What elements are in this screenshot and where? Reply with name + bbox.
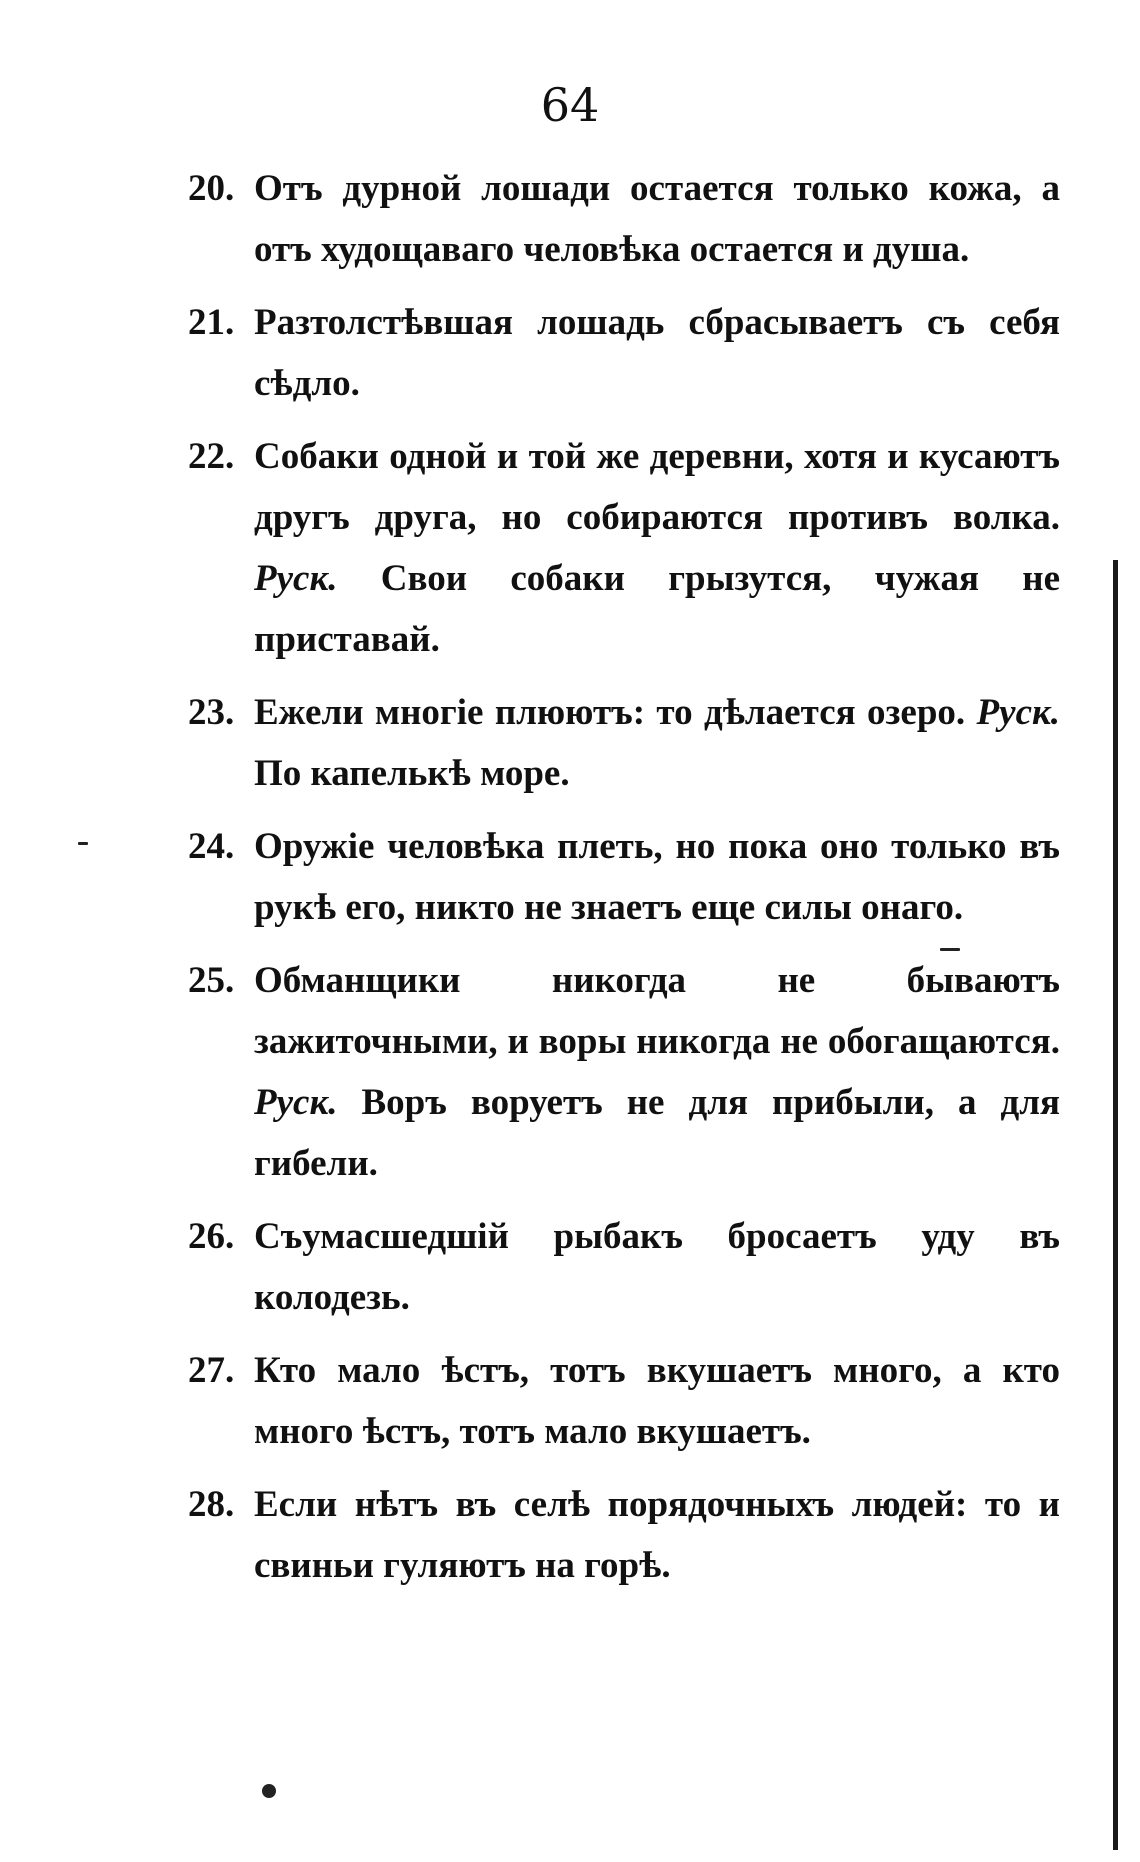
- page-edge-rule: [1113, 560, 1118, 1850]
- entry-text: Обманщики никогда не бываютъ зажиточными, и воры никогда не обогащаются.: [254, 960, 1060, 1062]
- russian-reference: Руск.: [976, 692, 1060, 733]
- proverb-entry: [180, 816, 1060, 938]
- russian-reference: Руск.: [254, 558, 338, 599]
- proverb-entry: [180, 1474, 1060, 1596]
- entry-number: 21.: [188, 302, 235, 343]
- entry-number: 20.: [188, 168, 235, 209]
- entry-number: 27.: [188, 1350, 235, 1391]
- entry-text: Собаки одной и той же деревни, хотя и кусаютъ другъ друга, но собираются противъ волка.: [254, 436, 1060, 538]
- ink-speck: [78, 842, 88, 845]
- entry-text: Съумасшедшій рыбакъ бросаетъ уду въ колодезь.: [254, 1216, 1060, 1318]
- proverb-entry: [180, 158, 1060, 280]
- proverb-entry: [180, 1206, 1060, 1328]
- russian-reference: Руск.: [254, 1082, 338, 1123]
- entry-number: 25.: [188, 960, 235, 1001]
- entry-text: Если нѣтъ въ селѣ порядочныхъ людей: то и свиньи гуляютъ на горѣ.: [254, 1484, 1060, 1586]
- entry-number: 22.: [188, 436, 235, 477]
- entry-text: Кто мало ѣстъ, тотъ вкушаетъ много, а кто много ѣстъ, тотъ мало вкушаетъ.: [254, 1350, 1060, 1452]
- proverb-entry: [180, 950, 1060, 1194]
- proverb-entry: [180, 292, 1060, 414]
- entry-number: 26.: [188, 1216, 235, 1257]
- ink-speck: [262, 1784, 276, 1798]
- proverb-entry: [180, 682, 1060, 804]
- entry-text: Отъ дурной лошади остается только кожа, а отъ худощаваго человѣка остается и душа.: [254, 168, 1060, 270]
- proverb-entry: [180, 1340, 1060, 1462]
- entry-number: 23.: [188, 692, 235, 733]
- russian-equivalent: Воръ воруетъ не для прибыли, а для гибели.: [254, 1082, 1060, 1184]
- entry-number: 24.: [188, 826, 235, 867]
- ink-speck: [940, 948, 960, 951]
- entry-number: 28.: [188, 1484, 235, 1525]
- entry-text: Разтолстѣвшая лошадь сбрасываетъ съ себя сѣдло.: [254, 302, 1060, 404]
- proverb-list: [180, 158, 1060, 1608]
- russian-equivalent: По капелькѣ море.: [254, 753, 570, 794]
- russian-equivalent: Свои собаки грызутся, чужая не приставай.: [254, 558, 1061, 660]
- page-number: 64: [540, 78, 600, 132]
- entry-text: Оружіе человѣка плеть, но пока оно только въ рукѣ его, никто не знаетъ еще силы онаго.: [254, 826, 1060, 928]
- proverb-entry: [180, 426, 1060, 670]
- entry-text: Ежели многіе плюютъ: то дѣлается озеро.: [254, 692, 966, 733]
